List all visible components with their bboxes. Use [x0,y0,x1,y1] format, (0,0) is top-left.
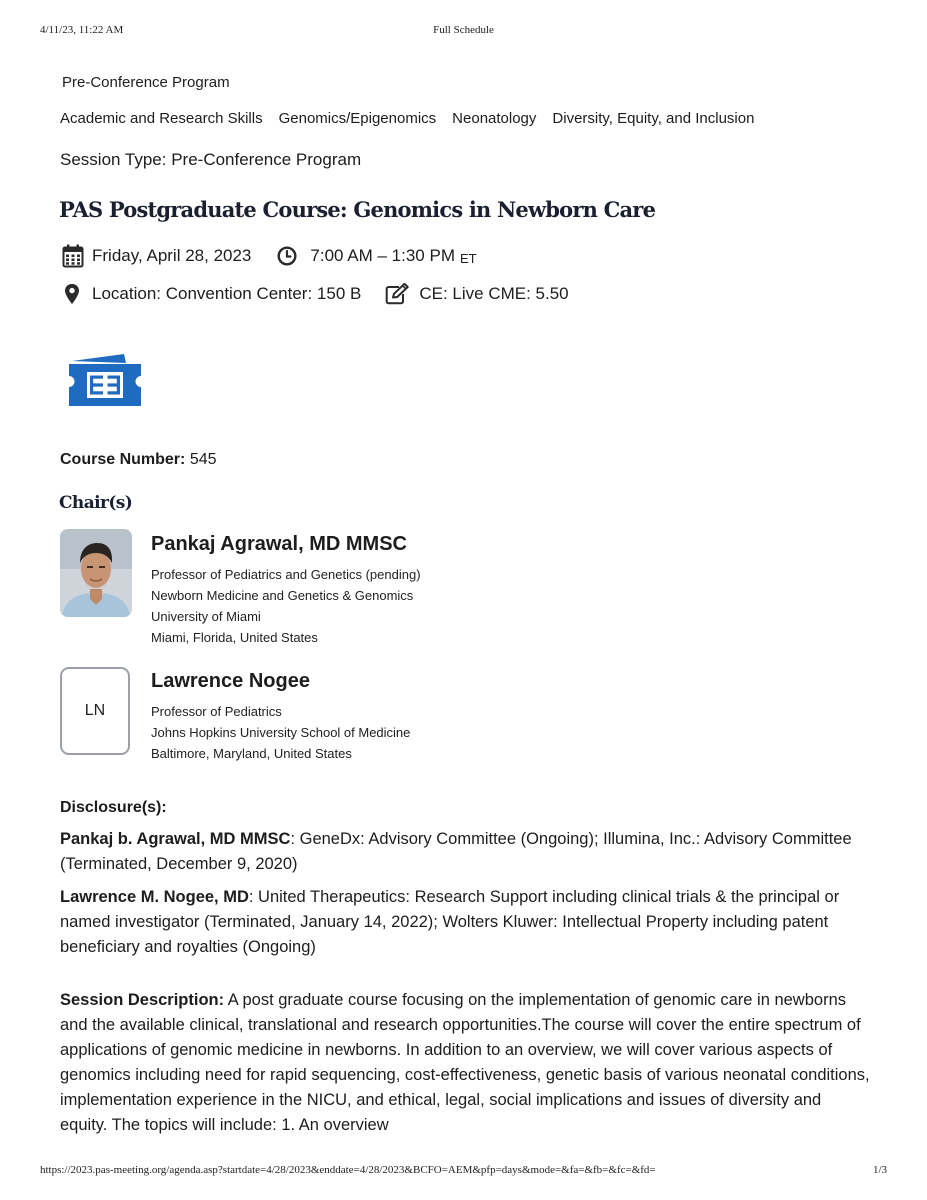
print-title: Full Schedule [433,24,494,36]
disclosure-name: Pankaj b. Agrawal, MD MMSC [60,830,291,848]
course-number-label: Course Number: [60,451,186,468]
session-location: Location: Convention Center: 150 B [92,284,362,303]
session-description [60,988,870,1138]
edit-icon [385,283,409,305]
chair-details [151,564,421,648]
tag-neonatology[interactable]: Neonatology [452,110,537,127]
tag-list [60,110,754,127]
course-number [60,451,217,469]
map-pin-icon [64,283,80,305]
session-title: PAS Postgraduate Course: Genomics in Newborn Care [59,197,656,222]
clock-icon [277,246,297,266]
session-time: 7:00 AM – 1:30 PM [310,246,455,265]
disclosure-item [60,827,870,877]
chair-location: Miami, Florida, United States [151,630,318,645]
tag-dei[interactable]: Diversity, Equity, and Inclusion [552,110,755,127]
chair-title: Professor of Pediatrics and Genetics (pending) [151,567,421,582]
chair-institution: University of Miami [151,609,261,624]
tag-genomics[interactable]: Genomics/Epigenomics [278,110,437,127]
disclosure-heading: Disclosure(s): [60,799,167,816]
disclosure-item [60,885,870,960]
chair-institution: Johns Hopkins University School of Medicine [151,725,411,740]
print-datetime: 4/11/23, 11:22 AM [40,24,124,36]
session-type: Session Type: Pre-Conference Program [60,150,362,169]
print-url: https://2023.pas-meeting.org/agenda.asp?startdate=4/28/2023&enddate=4/28/2023&BCFO=AEM&pfp=days&mode=&fa=&fb=&fc=&fd= [40,1164,656,1176]
ce-credits: CE: Live CME: 5.50 [419,284,569,303]
ticket-icon[interactable] [66,352,144,413]
datetime-row [62,244,477,268]
location-row [64,283,569,305]
description-text: A post graduate course focusing on the implementation of genomic care in newborns and the available clinical, translational and research opportunities.The course will cover the entire spectrum of applications of genomic medicine in newborns. In addition to an overview, we will cover various aspects of genomics including need for rapid sequencing, cost-effectiveness, genetic basis of various neonatal conditions, implementation experience in the NICU, and ethical, legal, social implications and issues of diversity and equity. The topics will include: 1. An overview [60,991,870,1134]
chairs-heading: Chair(s) [59,493,133,513]
description-label: Session Description: [60,991,225,1009]
course-number-value: 545 [189,451,217,468]
chair-avatar-photo[interactable] [60,529,132,617]
program-label[interactable]: Pre-Conference Program [62,74,230,91]
chair-avatar-initials[interactable]: LN [60,667,130,755]
session-date: Friday, April 28, 2023 [92,246,252,265]
chair-location: Baltimore, Maryland, United States [151,746,352,761]
chair-department: Newborn Medicine and Genetics & Genomics [151,588,414,603]
chair-name[interactable]: Pankaj Agrawal, MD MMSC [151,533,407,555]
chair-name[interactable]: Lawrence Nogee [151,670,310,692]
chair-details [151,701,410,764]
disclosure-name: Lawrence M. Nogee, MD [60,888,249,906]
chair-title: Professor of Pediatrics [151,704,282,719]
tag-academic-research[interactable]: Academic and Research Skills [60,110,263,127]
timezone: ET [459,250,477,266]
print-page-number: 1/3 [872,1164,887,1176]
disclosure-text: : United Therapeutics: Research Support including clinical trials & the principal or named investigator (Terminated, January 14, 2022); Wolters Kluwer: Intellectual Property including patent beneficiary and royalties (Ongoing) [60,888,840,956]
calendar-icon [62,244,84,268]
disclosure-text: : GeneDx: Advisory Committee (Ongoing); Illumina, Inc.: Advisory Committee (Terminated, December 9, 2020) [60,830,852,873]
